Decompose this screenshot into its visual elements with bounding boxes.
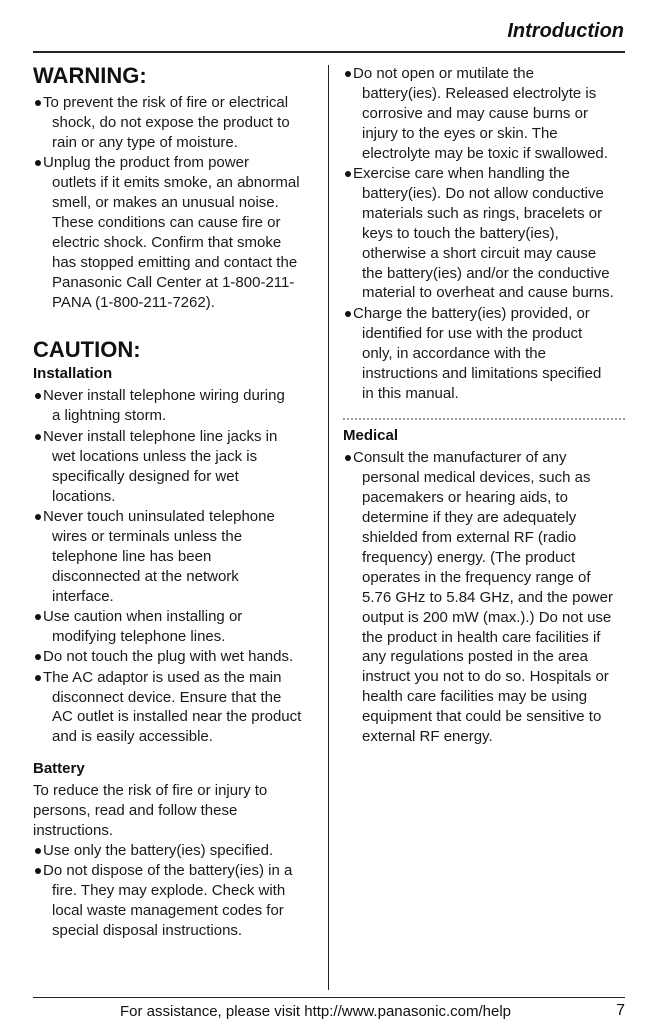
installation-list — [33, 386, 323, 747]
list-item: Never touch uninsulated telephone wires or terminals unless the telephone line has been disconnected at the network interface. — [33, 507, 323, 607]
bullet-icon — [35, 160, 41, 166]
battery-heading: Battery — [33, 760, 85, 778]
bullet-icon — [345, 311, 351, 317]
bullet-icon — [345, 455, 351, 461]
bullet-icon — [35, 675, 41, 681]
list-item: Unplug the product from power outlets if it emits smoke, an abnormal smell, or makes an unusual noise. These conditions can cause fire or electric shock. Confirm that smoke has stopped emitting and contact the Panasonic Call Center at 1-800-211- PANA (1-800-211-7262). — [33, 153, 323, 312]
list-item: Never install telephone wiring during a lightning storm. — [33, 386, 323, 426]
bottom-rule — [33, 997, 625, 998]
caution-heading: CAUTION: — [33, 337, 141, 363]
list-item: Do not open or mutilate the battery(ies). Released electrolyte is corrosive and may cause burns or injury to the eyes or skin. The electrolyte may be toxic if swallowed. — [343, 64, 628, 164]
page-number: 7 — [616, 1002, 625, 1019]
warning-heading: WARNING: — [33, 63, 147, 88]
list-item: Use only the battery(ies) specified. — [33, 841, 323, 861]
medical-heading: Medical — [343, 427, 399, 445]
list-item: Charge the battery(ies) provided, or identified for use with the product only, in accordance with the instructions and limitations specified in this manual. — [343, 304, 628, 404]
bullet-icon — [35, 614, 41, 620]
bullet-icon — [345, 171, 351, 177]
section-header: Introduction — [507, 20, 624, 42]
column-divider — [328, 65, 329, 990]
list-item: Never install telephone line jacks in wet locations unless the jack is specifically designed for wet locations. — [33, 427, 323, 507]
bullet-icon — [35, 434, 41, 440]
right-column — [343, 64, 628, 748]
bullet-icon — [35, 868, 41, 874]
battery-list-continued — [343, 64, 628, 403]
battery-list — [33, 841, 323, 941]
dotted-separator — [343, 418, 625, 420]
top-rule — [33, 51, 625, 53]
bullet-icon — [345, 71, 351, 77]
battery-intro: To reduce the risk of fire or injury to persons, read and follow these instructions. — [33, 782, 268, 840]
warning-list — [33, 93, 323, 312]
bullet-icon — [35, 514, 41, 520]
medical-list — [343, 448, 628, 747]
installation-heading: Installation — [33, 365, 113, 383]
bullet-icon — [35, 393, 41, 399]
list-item: Consult the manufacturer of any personal medical devices, such as pacemakers or hearing aids, to determine if they are adequately shielded from external RF (radio frequency) energy. (The product operates in the frequency range of 5.76 GHz to 5.84 GHz, and the power output is 200 mW (max.).) Do not use the product in health care facilities if any regulations posted in the area instruct you not to do so. Hospitals or health care facilities may be using equipment that could be sensitive to external RF energy. — [343, 448, 628, 747]
list-item: Use caution when installing or modifying telephone lines. — [33, 607, 323, 647]
list-item: Do not touch the plug with wet hands. — [33, 647, 323, 667]
footer-text: For assistance, please visit http://www.panasonic.com/help — [120, 1003, 512, 1020]
list-item: Do not dispose of the battery(ies) in a fire. They may explode. Check with local waste management codes for special disposal instructions. — [33, 861, 323, 941]
bullet-icon — [35, 100, 41, 106]
left-column — [33, 62, 323, 942]
list-item: Exercise care when handling the battery(ies). Do not allow conductive materials such as rings, bracelets or keys to touch the battery(ies), otherwise a short circuit may cause the battery(ies) and/or the conductive material to overheat and cause burns. — [343, 164, 628, 303]
bullet-icon — [35, 654, 41, 660]
list-item: To prevent the risk of fire or electrical shock, do not expose the product to rain or any type of moisture. — [33, 93, 323, 153]
list-item: The AC adaptor is used as the main disconnect device. Ensure that the AC outlet is installed near the product and is easily accessible. — [33, 668, 323, 748]
bullet-icon — [35, 848, 41, 854]
